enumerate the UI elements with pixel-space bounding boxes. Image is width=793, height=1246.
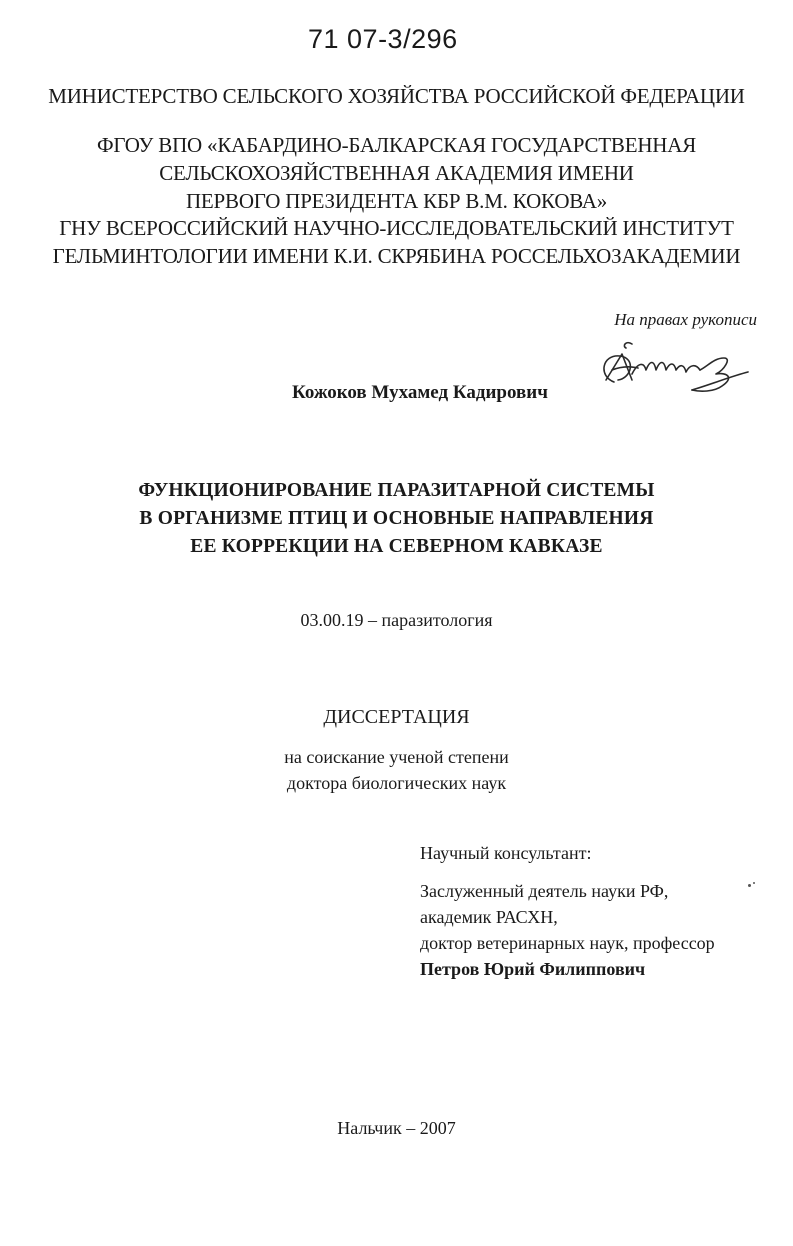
academy-line-2: СЕЛЬСКОХОЗЯЙСТВЕННАЯ АКАДЕМИЯ ИМЕНИ — [159, 161, 634, 185]
title-line-2: В ОРГАНИЗМЕ ПТИЦ И ОСНОВНЫЕ НАПРАВЛЕНИЯ — [139, 508, 654, 529]
consultant-spacer — [420, 866, 715, 878]
archive-stamp-number: 71 07-3/296 — [308, 24, 458, 54]
academy-line-1: ФГОУ ВПО «КАБАРДИНО-БАЛКАРСКАЯ ГОСУДАРСТВЕННАЯ — [96, 133, 697, 157]
manuscript-note: На правах рукописи — [614, 310, 757, 329]
degree-line-1: на соискание ученой степени — [284, 747, 509, 767]
consultant-label: Научный консультант: — [420, 843, 592, 863]
consultant-title-1: Заслуженный деятель науки РФ, — [420, 881, 669, 901]
author-name: Кожоков Мухамед Кадирович — [292, 382, 548, 403]
institute-line-1: ГНУ ВСЕРОССИЙСКИЙ НАУЧНО-ИССЛЕДОВАТЕЛЬСКИЙ ИНСТИТУТ — [59, 216, 734, 240]
specialty-code: 03.00.19 – паразитология — [300, 610, 493, 630]
ministry-header: МИНИСТЕРСТВО СЕЛЬСКОГО ХОЗЯЙСТВА РОССИЙСКОЙ ФЕДЕРАЦИИ — [48, 84, 745, 108]
degree-sought — [0, 744, 793, 796]
scan-speck — [748, 884, 751, 887]
title-line-1: ФУНКЦИОНИРОВАНИЕ ПАРАЗИТАРНОЙ СИСТЕМЫ — [138, 480, 655, 501]
consultant-title-2: академик РАСХН, — [420, 907, 558, 927]
degree-line-2: доктора биологических наук — [286, 773, 507, 793]
institute-line-2: ГЕЛЬМИНТОЛОГИИ ИМЕНИ К.И. СКРЯБИНА РОССЕЛЬХОЗАКАДЕМИИ — [52, 244, 741, 268]
city-year: Нальчик – 2007 — [337, 1118, 456, 1138]
institute-header — [0, 214, 793, 270]
consultant-title-3: доктор ветеринарных наук, профессор — [420, 933, 715, 953]
academy-header — [0, 131, 793, 215]
document-type: ДИССЕРТАЦИЯ — [323, 706, 470, 728]
consultant-name: Петров Юрий Филиппович — [420, 959, 646, 979]
dissertation-title — [0, 477, 793, 561]
scan-speck — [753, 882, 755, 884]
title-line-3: ЕЕ КОРРЕКЦИИ НА СЕВЕРНОМ КАВКАЗЕ — [190, 536, 603, 557]
academy-line-3: ПЕРВОГО ПРЕЗИДЕНТА КБР В.М. КОКОВА» — [185, 189, 608, 213]
scientific-consultant — [420, 840, 715, 982]
